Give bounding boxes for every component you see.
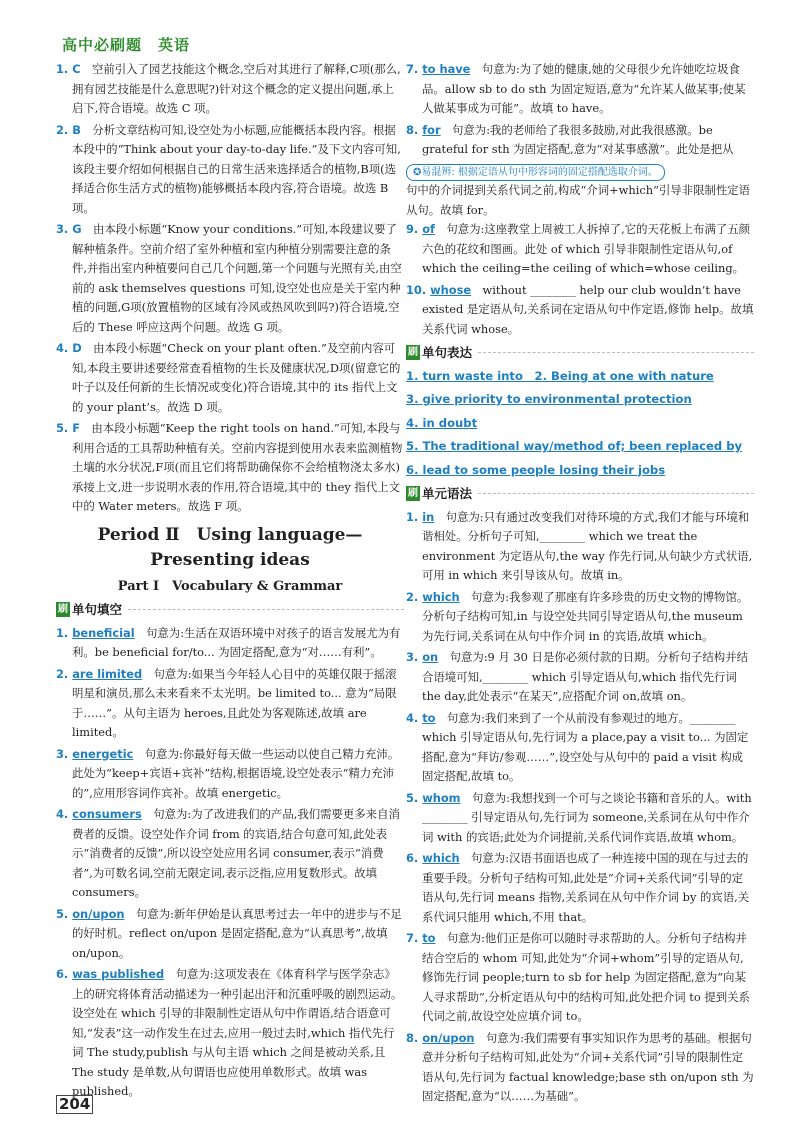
answer-item [56,419,404,517]
divider [128,609,404,610]
item-text: 句意为:如果当今年轻人心目中的英雄仅限于摇滚明星和演员,那么未来看来不太光明。be limited to... 意为“局限于……”。从句主语为 heroes,且此处为客观陈述,故填 are limited。 [72,666,397,739]
period-title-line2: Presenting ideas [150,549,310,570]
answer-text: beneficial [72,625,135,640]
answer-text: 6. lead to some people losing their jobs [406,462,666,477]
item-text: 句意为:我们来到了一个从前没有参观过的地方。________ which 引导定语从句,先行词为 a place,pay a visit to... 为固定搭配,意为“拜访/参观……”,设空处与从句中的 paid a visit 构成固定搭配,故填 to。 [422,710,749,783]
page-header: 高中必刷题 英语 [62,36,191,54]
item-number: 5. F [56,421,80,435]
item-text: without ________ help our club wouldn’t have existed 是定语从句,关系词在定语从句中作定语,修饰 help。故填关系代词 whose。 [422,282,754,336]
answer-text: to [422,931,436,945]
item-number: 6. [406,851,423,865]
item-text: 由本段小标题“Keep the right tools on hand.”可知,本段与利用合适的工具帮助种植有关。空前内容提到使用水表来监测植物土壤的水分状况,F项(而且它们将帮助确保你不会给植物浇太多水)承接上文,进一步说明水表的作用,符合语境,其中的 they 指代上文中的 Water meters。故选 F 项。 [72,421,403,513]
section-title: 单元语法 [422,486,473,501]
right-column [406,60,754,1109]
item-text: 句意为:为了改进我们的产品,我们需要更多来自消费者的反馈。设空处作介词 from 的宾语,结合句意可知,此处表示“消费者的反馈”,所以设空处应用名词 consumer,表示“消费者”,为可数名词,空前无限定词,表示泛指,应用复数形式。故填 consumers。 [72,807,400,899]
expression-answer [406,461,754,481]
tip-note: ✪易混辨: 根据定语从句中形容词的固定搭配选取介词。 [406,164,665,181]
item-number: 6. [56,967,73,981]
item-text: 由本段小标题“Know your conditions.”可知,本段建议要了解种植条件。空前介绍了室外种植和室内种植分别需要注意的条件,并指出室内种植要问自己几个问题,第一个问题与光照有关,由空前的 ask themselves questions 可知,设空处也应是关于室内种植的问题,G项(放置植物的区域有冷风或热风吹到吗?)符合语境,空后的 These 呼应这两个问题。故选 G 项。 [72,222,402,334]
expression-answer [406,390,754,410]
brush-icon: 刷 [58,604,68,616]
item-text: 由本段小标题“Check on your plant often.”及空前内容可知,本段主要讲述要经常查看植物的生长及健康状况,D项(留意它的叶子以及任何新的生长情况或变化)符合语境,其中的 its 指代上文的 your plant’s。故选 D 项。 [72,341,401,414]
expression-answers [406,367,754,481]
expression-answer [406,414,754,434]
item-number: 8. [406,122,423,137]
answer-text: which [422,851,460,865]
brush-icon: 刷 [408,347,418,359]
item-text: 句意为:我的老师给了我很多鼓励,对此我很感激。be grateful for sth 为固定搭配,意为“对某事感激”。此处是把从 [422,122,734,156]
item-number: 2. [406,589,423,604]
answer-item [406,1029,754,1107]
item-number: 2. [56,666,73,681]
item-number: 7. [406,62,423,76]
item-number: 4. [406,710,423,725]
answer-text: on/upon [72,906,125,921]
answer-text: 3. give priority to environmental protection [406,392,692,406]
item-text: 句意为:为了她的健康,她的父母很少允许她吃垃圾食品。allow sb to do sth 为固定短语,意为“允许某人做某事;使某人做某事成为可能”。故填 to have。 [422,62,746,115]
expression-answer [406,437,754,457]
answer-item [56,624,404,663]
item-number: 5. [406,790,423,805]
answer-text: which [422,589,460,604]
answer-item [56,339,404,417]
answer-item [56,60,404,119]
item-number: 3. [406,650,423,664]
brush-icon: 刷 [408,488,418,500]
answer-item [406,281,754,340]
item-number: 1. C [56,62,81,76]
period-title [56,523,404,573]
item-text: 句意为:我想找到一个可与之谈论书籍和音乐的人。with ________ 引导定语从句,先行词为 someone,关系词在从句中作介词 with 的宾语;此处为介词提前,关系代词作宾语,故填 whom。 [422,790,752,844]
answer-text: to have [422,62,471,76]
item-text: 句意为:新年伊始是认真思考过去一年中的进步与不足的好时机。reflect on/upon 是固定搭配,意为“认真思考”,故填 on/upon。 [72,906,402,960]
item-text: 句意为:汉语书面语也成了一种连接中国的现在与过去的重要手段。分析句子结构可知,此处是“介词+关系代词”引导的定语从句,先行词 means 指物,关系词在从句中作介词 by 的宾语,关系代词只能用 which,不用 that。 [422,851,750,924]
answer-text: 5. The traditional way/method of; been replaced by [406,439,743,453]
answer-item [406,929,754,1027]
item-text: 句意为:这项发表在《体育科学与医学杂志》上的研究将体育活动描述为一种引起出汗和沉重呼吸的剧烈运动。设空处在 which 引导的非限制性定语从句中作谓语,结合语意可知,“发表”这一动作发生在过去,应用一般过去时,which 指代先行词 The study,publish 与从句主语 which 之间是被动关系,且 The study 是单数,从句谓语也应使用单数形式。故填 was published。 [72,967,403,1098]
item-text: 句意为:9 月 30 日是你必须付款的日期。分析句子结构并结合语境可知,________ which 引导定语从句,which 指代先行词 the day,此处表示“在某天”,应搭配介词 on,故填 on。 [422,650,748,703]
answer-text: whom [422,790,461,805]
answer-text: consumers [72,807,142,821]
item-text: 句意为:生活在双语环境中对孩子的语言发展尤为有利。be beneficial for/to... 为固定搭配,意为“对……有利”。 [72,625,401,659]
item-text: 句意为:这座教堂上周被工人拆掉了,它的天花板上布满了五颜六色的花纹和图画。此处 of which 引导非限制性定语从句,of which the ceiling=the ceiling of which=whose ceiling。 [422,222,751,275]
expression-answer [406,367,754,387]
answer-item [56,665,404,743]
section-header-fill [56,600,404,620]
page-number: 204 [56,1095,93,1114]
item-number: 2. B [56,122,81,137]
section-header-expr [406,343,754,363]
item-number: 1. [406,509,423,524]
period-title-line1: Period Ⅱ Using language— [97,524,363,545]
item-number: 1. [56,625,73,640]
item-number: 10. [406,282,431,297]
divider [478,352,754,353]
answer-item [406,849,754,927]
item-text: 句意为:我参观了那座有许多珍贵的历史文物的博物馆。分析句子结构可知,in 与设空处共同引导定语从句,the museum 为先行词,关系词在从句中作介词 in 的宾语,故填 which。 [422,589,749,643]
answer-text: energetic [72,746,134,761]
answer-text: on/upon [422,1030,475,1045]
item-text: 句意为:你最好每天做一些运动以使自己精力充沛。此处为“keep+宾语+宾补”结构,根据语境,设空处表示“精力充沛的”,应用形容词作宾补。故填 energetic。 [72,746,400,800]
answer-item [406,508,754,586]
item-text: 句意为:我们需要有事实知识作为思考的基础。根据句意并分析句子结构可知,此处为“介词+关系代词”引导的限制性定语从句,先行词为 factual knowledge;base sth on/upon sth 为固定搭配,意为“以……为基础”。 [422,1030,754,1103]
section-title: 单句表达 [422,345,473,360]
answer-item [406,648,754,707]
section-header-grammar [406,484,754,504]
item-number: 3. [56,746,73,761]
answer-text: whose [430,282,472,297]
answer-text: of [422,222,435,236]
item-number: 8. [406,1030,423,1045]
answer-item [56,965,404,1102]
answer-item [406,60,754,119]
answer-item [56,745,404,804]
vocab-list [56,624,404,1102]
answer-item [406,709,754,787]
part-title: Part Ⅰ Vocabulary & Grammar [117,578,343,594]
answer-item [56,121,404,219]
item-number: 3. G [56,222,82,236]
answer-text: on [422,650,439,664]
answer-text: 1. turn waste into 2. Being at one with nature [406,368,714,383]
section-title: 单句填空 [72,602,123,617]
answer-text: was published [72,967,165,981]
item-number: 5. [56,906,73,921]
answer-text: for [422,122,441,137]
tip-note-row [406,162,754,182]
answer-list [56,60,404,517]
answer-text: 4. in doubt [406,415,478,430]
item-text: 分析文章结构可知,设空处为小标题,应能概括本段内容。根据本段中的“Think about your day-to-day life.”及下文内容可知,该段主要介绍如何根据自己的日常生活来选择适合的植物,B项(选择适合你生活方式的植物)能够概括本段内容,符合语境。故选 B 项。 [72,122,401,215]
answer-item [406,121,754,160]
answer-text: are limited [72,666,143,681]
item-number: 4. D [56,341,82,355]
answer-item [406,789,754,848]
answer-text: to [422,710,436,725]
item-text: 句意为:只有通过改变我们对待环境的方式,我们才能与环境和谐相处。分析句子可知,________ which we treat the environment 为定语从句,the way 作先行词,从句缺少方式状语,可用 in which 来引导该从句。故填 in。 [422,509,753,582]
grammar-list [406,508,754,1107]
answer-item [406,220,754,279]
item-number: 7. [406,931,423,945]
answer-item [56,805,404,903]
answer-item [56,220,404,337]
left-column [56,60,404,1104]
divider [478,493,754,494]
item-text-cont: 句中的介词提到关系代词之前,构成“介词+which”引导非限制性定语从句。故填 for。 [406,183,751,217]
answer-item [56,905,404,964]
answer-item [406,588,754,647]
item-text: 空前引入了园艺技能这个概念,空后对其进行了解释,C项(那么,拥有园艺技能是什么意思呢?)针对这个概念的定义提出问题,承上启下,符合语境。故选 C 项。 [72,62,401,115]
item-text: 句意为:他们正是你可以随时寻求帮助的人。分析句子结构并结合空后的 whom 可知,此处为“介词+whom”引导的定语从句,修饰先行词 people;turn to sb for help 为固定搭配,意为“向某人寻求帮助”,分析定语从句中的结构可知,此处把介词 to 提到关系代词之前,故设空处应填介词 to。 [422,931,750,1023]
item-number: 9. [406,222,423,236]
item-number: 4. [56,807,73,821]
answer-text: in [422,509,435,524]
vocab-list-cont [406,60,754,339]
